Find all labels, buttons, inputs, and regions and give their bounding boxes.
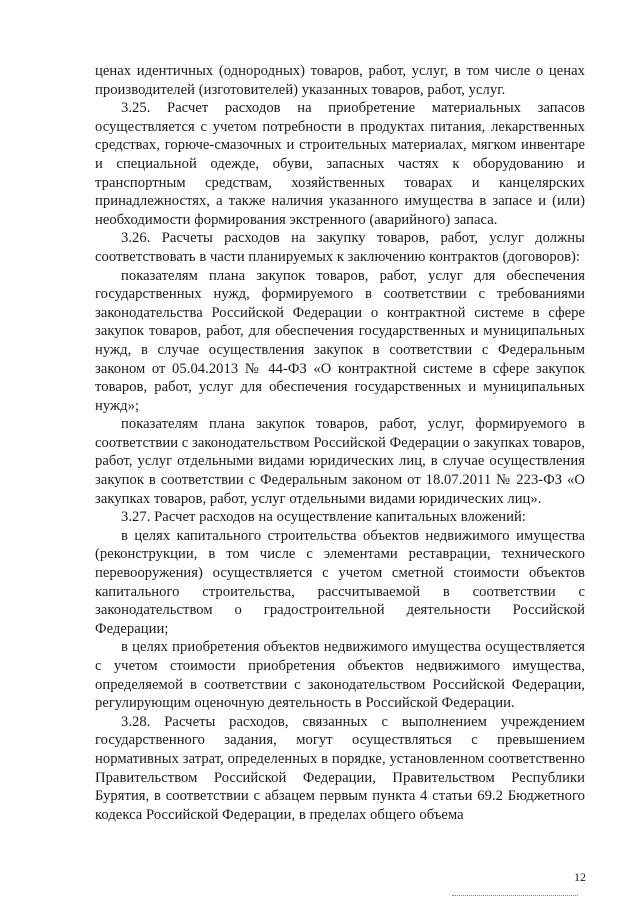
- document-body: [95, 62, 585, 824]
- page-number: 12: [574, 870, 586, 884]
- paragraph-3-28: 3.28. Расчеты расходов, связанных с выполнением учреждением государственного задания, могут осуществляться с превышением нормативных затрат, определенных в порядке, установленном соответственно Правительством Российской Федерации, Правительством Республики Бурятия, в соответствии с абзацем первым пункта 4 статьи 69.2 Бюджетного кодекса Российской Федерации, в пределах общего объема: [95, 713, 585, 823]
- paragraph-3-26-item-1: показателям плана закупок товаров, работ, услуг для обеспечения государственных нужд, формируемого в соответствии с требованиями законодательства Российской Федерации о контрактной системе в сфере закупок товаров, работ, для обеспечения государственных и муниципальных нужд, в случае осуществления закупок в соответствии с Федеральным законом от 05.04.2013 № 44-ФЗ «О контрактной системе в сфере закупок товаров, работ, услуг для обеспечения государственных и муниципальных нужд»;: [95, 267, 585, 414]
- paragraph-3-27-item-2: в целях приобретения объектов недвижимого имущества осуществляется с учетом стоимости приобретения объектов недвижимого имущества, определяемой в соответствии с законодательством Российской Федерации, регулирующим оценочную деятельность в Российской Федерации.: [95, 639, 585, 712]
- paragraph-3-26: 3.26. Расчеты расходов на закупку товаров, работ, услуг должны соответствовать в части планируемых к заключению контрактов (договоров):: [95, 230, 585, 265]
- paragraph-continuation: ценах идентичных (однородных) товаров, работ, услуг, в том числе о ценах производителей (изготовителей) указанных товаров, работ, услуг.: [95, 63, 585, 98]
- paragraph-3-25: 3.25. Расчет расходов на приобретение материальных запасов осуществляется с учетом потребности в продуктах питания, лекарственных средствах, горюче-смазочных и строительных материалах, мягком инвентаре и специальной одежде, обуви, запасных частях к оборудованию и транспортным средствам, хозяйственных товарах и канцелярских принадлежностях, а также наличия указанного имущества в запасе и (или) необходимости формирования экстренного (аварийного) запаса.: [95, 100, 585, 228]
- footer-divider: [452, 895, 578, 896]
- paragraph-3-27: 3.27. Расчет расходов на осуществление капитальных вложений:: [121, 509, 526, 526]
- paragraph-3-27-item-1: в целях капитального строительства объектов недвижимого имущества (реконструкции, в том числе с элементами реставрации, технического перевооружения) осуществляется с учетом сметной стоимости объектов капитального строительства, рассчитываемой в соответствии с законодательством о градостроительной деятельности Российской Федерации;: [95, 527, 585, 637]
- paragraph-3-26-item-2: показателям плана закупок товаров, работ, услуг, формируемого в соответствии с законодательством Российской Федерации о закупках товаров, работ, услуг отдельными видами юридических лиц, в случае осуществления закупок в соответствии с Федеральным законом от 18.07.2011 № 223-ФЗ «О закупках товаров, работ, услуг отдельными видами юридических лиц».: [95, 416, 585, 507]
